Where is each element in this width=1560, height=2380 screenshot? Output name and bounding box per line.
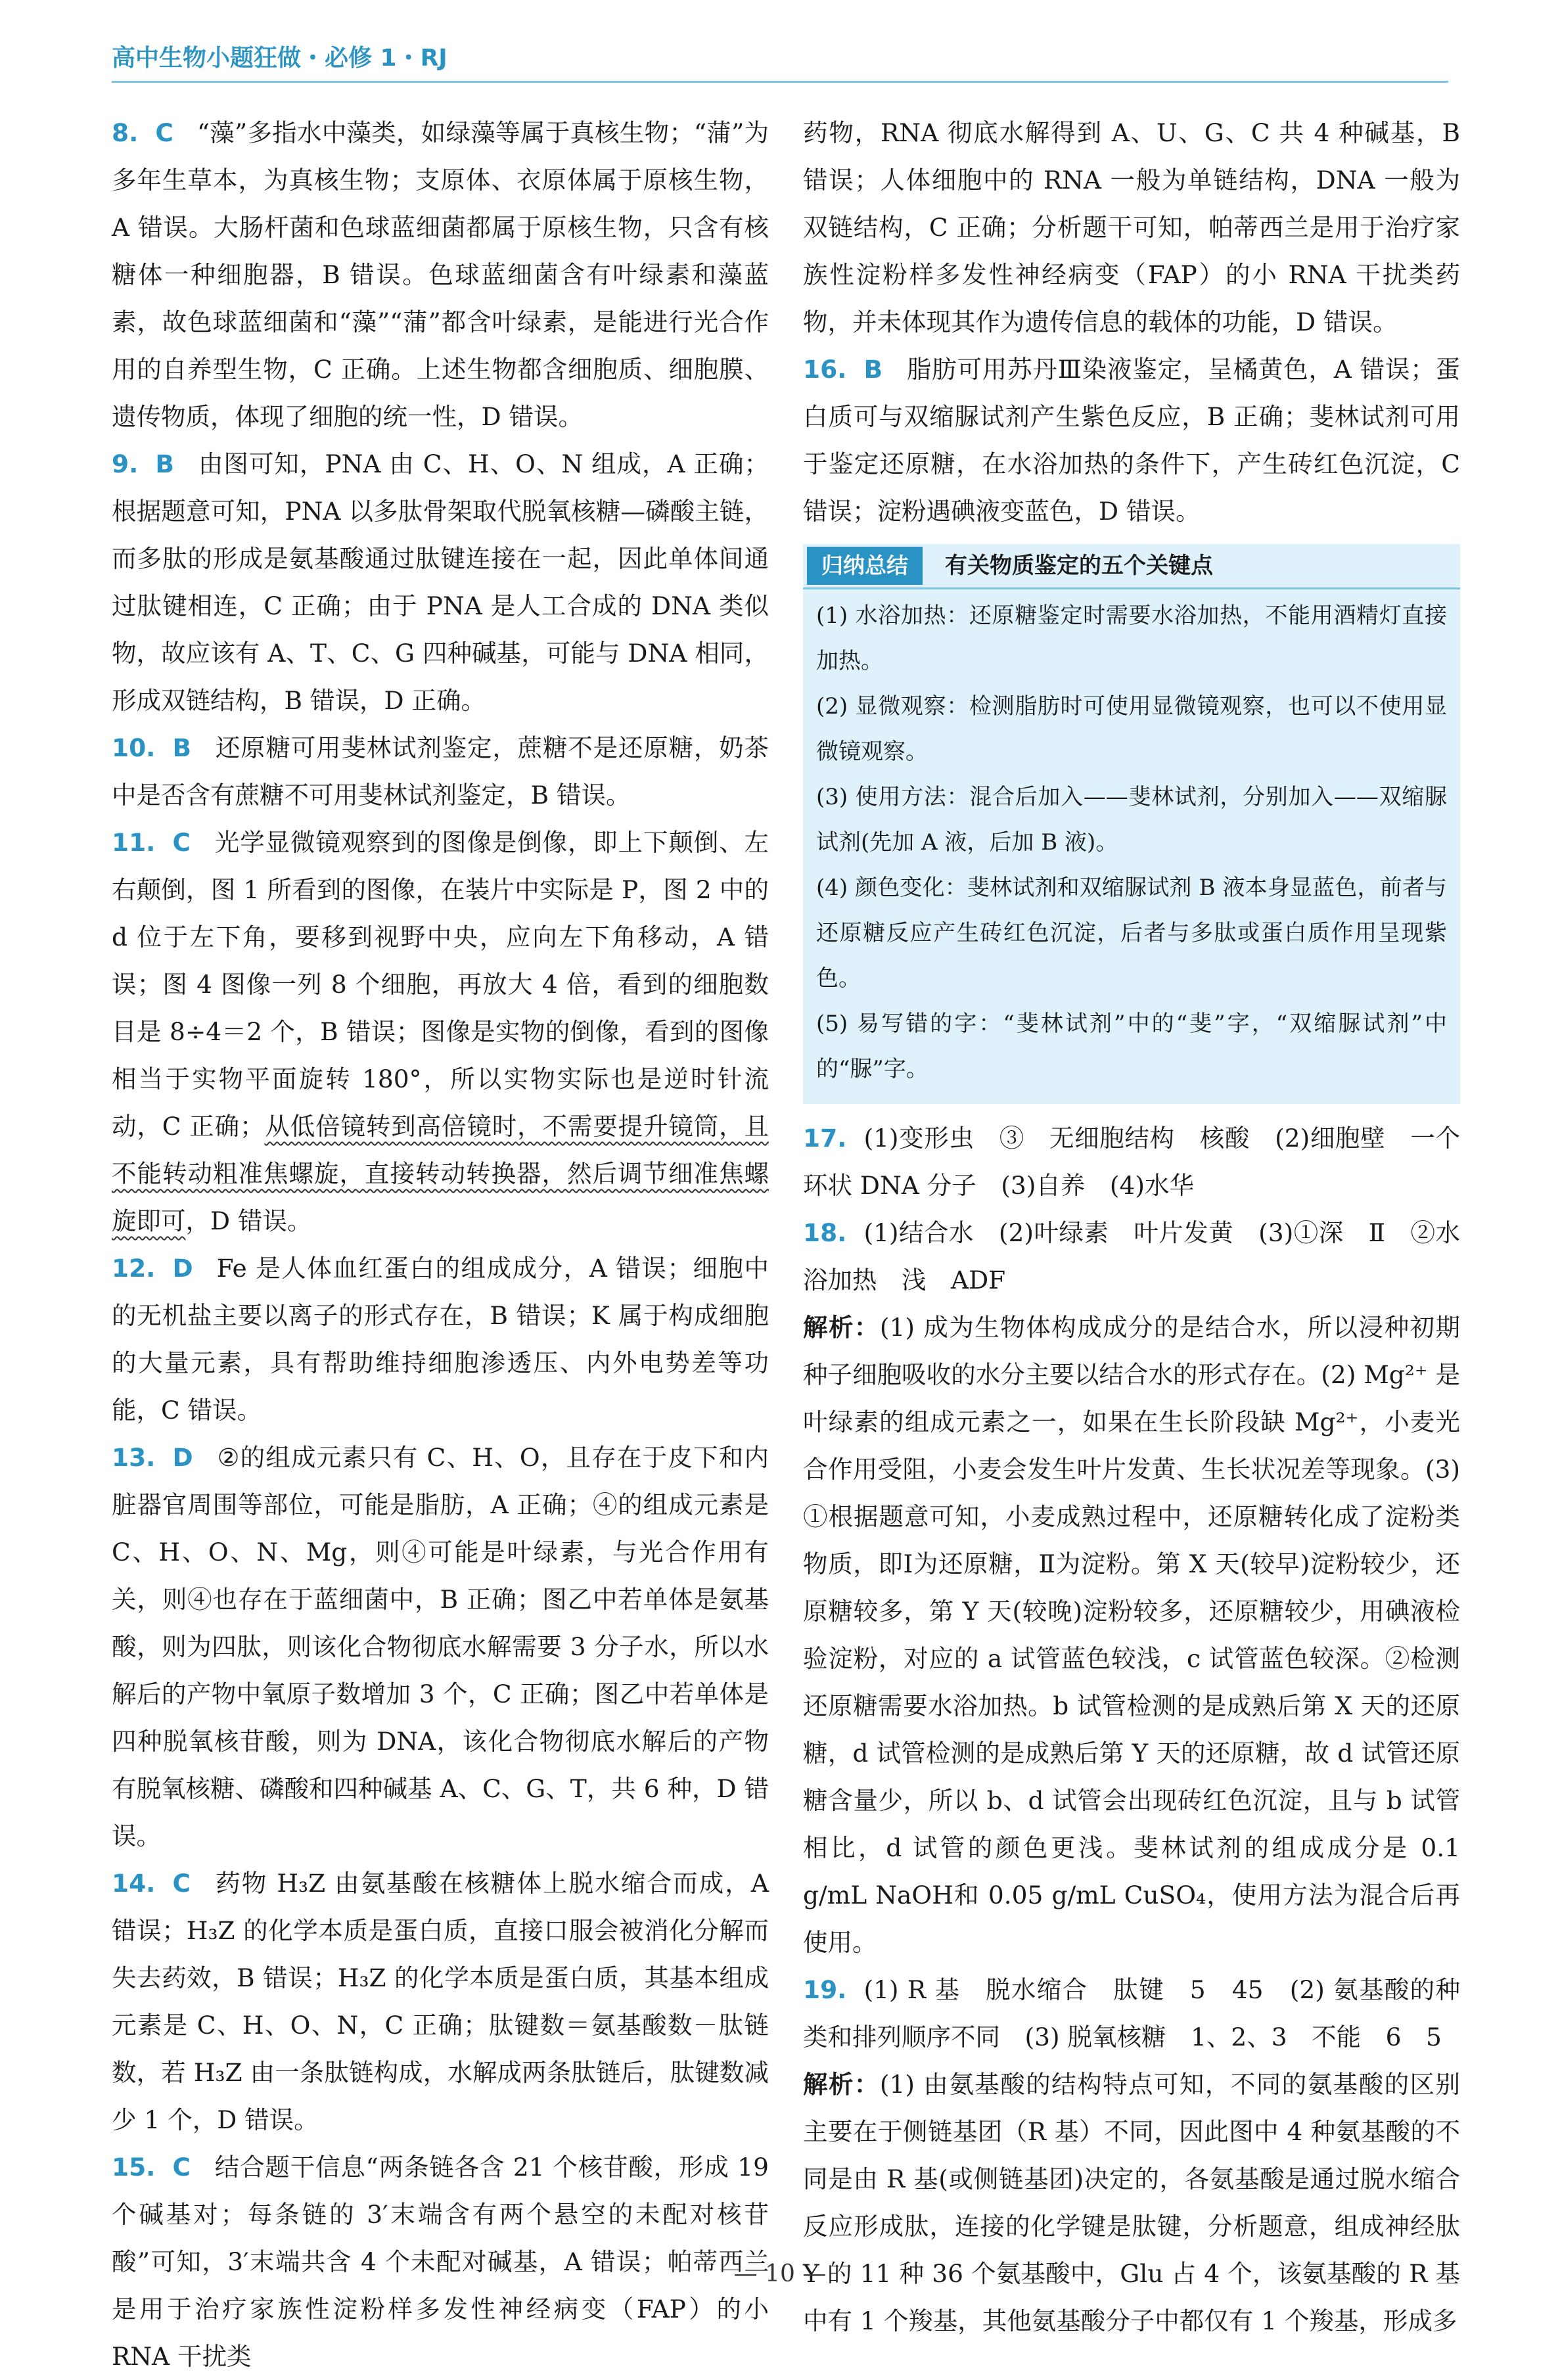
answer-12 bbox=[112, 1245, 769, 1434]
answer-letter: D bbox=[172, 1443, 193, 1472]
answer-18 bbox=[803, 1209, 1460, 1304]
summary-item: (4) 颜色变化：斐林试剂和双缩脲试剂 B 液本身显蓝色，前者与还原糖反应产生砖红色沉淀，后者与多肽或蛋白质作用呈现紫色。 bbox=[816, 875, 1447, 992]
page-number: — 10 — bbox=[733, 2260, 827, 2287]
answer-text: (1)结合水 (2)叶绿素 叶片发黄 (3)①深 Ⅱ ②水浴加热 浅 ADF bbox=[803, 1218, 1460, 1294]
running-header: 高中生物小题狂做・必修 1・RJ bbox=[112, 39, 1448, 83]
analysis-label: 解析： bbox=[803, 1313, 880, 1342]
summary-box-header bbox=[803, 544, 1460, 589]
analysis-19 bbox=[803, 2061, 1460, 2345]
answer-16 bbox=[803, 346, 1460, 535]
summary-item: (3) 使用方法：混合后加入——斐林试剂，分别加入——双缩脲试剂(先加 A 液，后加 B 液)。 bbox=[816, 784, 1447, 856]
answer-letter: B bbox=[863, 355, 883, 384]
answer-14 bbox=[112, 1860, 769, 2143]
answer-17 bbox=[803, 1114, 1460, 1209]
answer-15-continued bbox=[803, 109, 1460, 346]
explanation-text: 药物 H₃Z 由氨基酸在核糖体上脱水缩合而成，A 错误；H₃Z 的化学本质是蛋白质，直接口服会被消化分解而失去药效，B 错误；H₃Z 的化学本质是蛋白质，其基本组成元素是 C、H、O、N，C 正确；肽键数＝氨基酸数－肽链数，若 H₃Z 由一条肽链构成，水解成两条肽链后，肽键数减少 1 个，D 错误。 bbox=[112, 1869, 769, 2134]
explanation-text: 药物，RNA 彻底水解得到 A、U、G、C 共 4 种碱基，B 错误；人体细胞中的 RNA 一般为单链结构，DNA 一般为双链结构，C 正确；分析题干可知，帕蒂西兰是用于治疗家族性淀粉样多发性神经病变（FAP）的小 RNA 干扰类药物，并未体现其作为遗传信息的载体的功能，D 错误。 bbox=[803, 118, 1460, 336]
answer-10 bbox=[112, 724, 769, 819]
answer-letter: C bbox=[155, 118, 173, 147]
question-number: 18. bbox=[803, 1218, 847, 1247]
summary-tag: 归纳总结 bbox=[807, 547, 923, 585]
question-number: 17. bbox=[803, 1124, 847, 1153]
analysis-18 bbox=[803, 1304, 1460, 1966]
answer-letter: B bbox=[155, 449, 174, 478]
answer-text: (1) R 基 脱水缩合 肽键 5 45 (2) 氨基酸的种类和排列顺序不同 (3) 脱氧核糖 1、2、3 不能 6 5 bbox=[803, 1975, 1460, 2051]
answer-11 bbox=[112, 819, 769, 1245]
wavy-underlined-text: 从低倍镜转到高倍镜时，不需要提升镜筒，且不能转动粗准焦螺旋，直接转动转换器，然后调节细准焦螺旋即可 bbox=[112, 1112, 769, 1235]
question-number: 14. bbox=[112, 1869, 156, 1898]
question-number: 19. bbox=[803, 1975, 847, 2004]
explanation-text: 脂肪可用苏丹Ⅲ染液鉴定，呈橘黄色，A 错误；蛋白质可与双缩脲试剂产生紫色反应，B 正确；斐林试剂可用于鉴定还原糖，在水浴加热的条件下，产生砖红色沉淀，C 错误；淀粉遇碘液变蓝色，D 错误。 bbox=[803, 355, 1460, 526]
question-number: 12. bbox=[112, 1254, 156, 1283]
question-number: 13. bbox=[112, 1443, 156, 1472]
answer-letter: C bbox=[172, 828, 191, 857]
summary-item: (5) 易写错的字：“斐林试剂”中的“斐”字，“双缩脲试剂”中的“脲”字。 bbox=[816, 1011, 1447, 1082]
answer-8 bbox=[112, 109, 769, 440]
explanation-text: Fe 是人体血红蛋白的组成成分，A 错误；细胞中的无机盐主要以离子的形式存在，B 错误；K 属于构成细胞的大量元素，具有帮助维持细胞渗透压、内外电势差等功能，C 错误。 bbox=[112, 1254, 769, 1425]
answer-letter: B bbox=[172, 733, 192, 762]
question-number: 9. bbox=[112, 449, 139, 478]
explanation-text: “藻”多指水中藻类，如绿藻等属于真核生物；“蒲”为多年生草本，为真核生物；支原体、衣原体属于原核生物，A 错误。大肠杆菌和色球蓝细菌都属于原核生物，只含有核糖体一种细胞器，B 错误。色球蓝细菌含有叶绿素和藻蓝素，故色球蓝细菌和“藻”“蒲”都含叶绿素，是能进行光合作用的自养型生物，C 正确。上述生物都含细胞质、细胞膜、遗传物质，体现了细胞的统一性，D 错误。 bbox=[112, 118, 769, 431]
answer-9 bbox=[112, 440, 769, 724]
summary-item: (2) 显微观察：检测脂肪时可使用显微镜观察，也可以不使用显微镜观察。 bbox=[816, 693, 1447, 765]
explanation-tail: ，D 错误。 bbox=[185, 1206, 312, 1235]
question-number: 10. bbox=[112, 733, 156, 762]
summary-box bbox=[803, 544, 1460, 1104]
explanation-text: 光学显微镜观察到的图像是倒像，即上下颠倒、左右颠倒，图 1 所看到的图像，在装片中实际是 P，图 2 中的 d 位于左下角，要移到视野中央，应向左下角移动，A 错误；图 4 图像一列 8 个细胞，再放大 4 倍，看到的细胞数目是 8÷4＝2 个，B 错误；图像是实物的倒像，看到的图像相当于实物平面旋转 180°，所以实物实际也是逆时针流动，C 正确； bbox=[112, 828, 769, 1141]
summary-title: 有关物质鉴定的五个关键点 bbox=[945, 552, 1213, 579]
right-column bbox=[803, 109, 1460, 2345]
explanation-text: 结合题干信息“两条链各含 21 个核苷酸，形成 19 个碱基对；每条链的 3′末端含有两个悬空的未配对核苷酸”可知，3′末端共含 4 个未配对碱基，A 错误；帕蒂西兰是用于治疗家族性淀粉样多发性神经病变（FAP）的小 RNA 干扰类 bbox=[112, 2153, 769, 2371]
summary-item: (1) 水浴加热：还原糖鉴定时需要水浴加热，不能用酒精灯直接加热。 bbox=[816, 603, 1447, 674]
answer-letter: C bbox=[172, 2153, 191, 2182]
answer-letter: D bbox=[172, 1254, 193, 1283]
answer-13 bbox=[112, 1434, 769, 1860]
answer-text: (1)变形虫 ③ 无细胞结构 核酸 (2)细胞壁 一个环状 DNA 分子 (3)自养 (4)水华 bbox=[803, 1124, 1460, 1200]
question-number: 8. bbox=[112, 118, 139, 147]
question-number: 16. bbox=[803, 355, 847, 384]
answer-19 bbox=[803, 1966, 1460, 2061]
analysis-text: (1) 成为生物体构成成分的是结合水，所以浸种初期种子细胞吸收的水分主要以结合水的形式存在。(2) Mg²⁺ 是叶绿素的组成元素之一，如果在生长阶段缺 Mg²⁺，小麦光合作用受阻，小麦会发生叶片发黄、生长状况差等现象。(3) ①根据题意可知，小麦成熟过程中，还原糖转化成了淀粉类物质，即Ⅰ为还原糖，Ⅱ为淀粉。第 X 天(较早)淀粉较少，还原糖较多，第 Y 天(较晚)淀粉较多，还原糖较少，用碘液检验淀粉，对应的 a 试管蓝色较浅，c 试管蓝色较深。②检测还原糖需要水浴加热。b 试管检测的是成熟后第 X 天的还原糖，d 试管检测的是成熟后第 Y 天的还原糖，故 d 试管还原糖含量少，所以 b、d 试管会出现砖红色沉淀，且与 b 试管相比，d 试管的颜色更浅。斐林试剂的组成成分是 0.1 g/mL NaOH和 0.05 g/mL CuSO₄，使用方法为混合后再使用。 bbox=[803, 1313, 1460, 1957]
summary-body bbox=[803, 589, 1460, 1092]
analysis-text: (1) 由氨基酸的结构特点可知，不同的氨基酸的区别主要在于侧链基团（R 基）不同，因此图中 4 种氨基酸的不同是由 R 基(或侧链基团)决定的，各氨基酸是通过脱水缩合反应形成肽，连接的化学键是肽键，分析题意，组成神经肽 Y 的 11 种 36 个氨基酸中，Glu 占 4 个，该氨基酸的 R 基中有 1 个羧基，其他氨基酸分子中都仅有 1 个羧基，形成多 bbox=[803, 2070, 1460, 2335]
question-number: 11. bbox=[112, 828, 156, 857]
left-column bbox=[112, 109, 769, 2380]
explanation-text: ②的组成元素只有 C、H、O，且存在于皮下和内脏器官周围等部位，可能是脂肪，A 正确；④的组成元素是 C、H、O、N、Mg，则④可能是叶绿素，与光合作用有关，则④也存在于蓝细菌中，B 正确；图乙中若单体是氨基酸，则为四肽，则该化合物彻底水解需要 3 分子水，所以水解后的产物中氧原子数增加 3 个，C 正确；图乙中若单体是四种脱氧核苷酸，则为 DNA，该化合物彻底水解后的产物有脱氧核糖、磷酸和四种碱基 A、C、G、T，共 6 种，D 错误。 bbox=[112, 1443, 769, 1850]
explanation-text: 还原糖可用斐林试剂鉴定，蔗糖不是还原糖，奶茶中是否含有蔗糖不可用斐林试剂鉴定，B 错误。 bbox=[112, 733, 769, 810]
question-number: 15. bbox=[112, 2153, 156, 2182]
analysis-label: 解析： bbox=[803, 2070, 880, 2099]
explanation-text: 由图可知，PNA 由 C、H、O、N 组成，A 正确；根据题意可知，PNA 以多肽骨架取代脱氧核糖—磷酸主链，而多肽的形成是氨基酸通过肽键连接在一起，因此单体间通过肽键相连，C 正确；由于 PNA 是人工合成的 DNA 类似物，故应该有 A、T、C、G 四种碱基，可能与 DNA 相同，形成双链结构，B 错误，D 正确。 bbox=[112, 449, 769, 715]
answer-letter: C bbox=[172, 1869, 191, 1898]
